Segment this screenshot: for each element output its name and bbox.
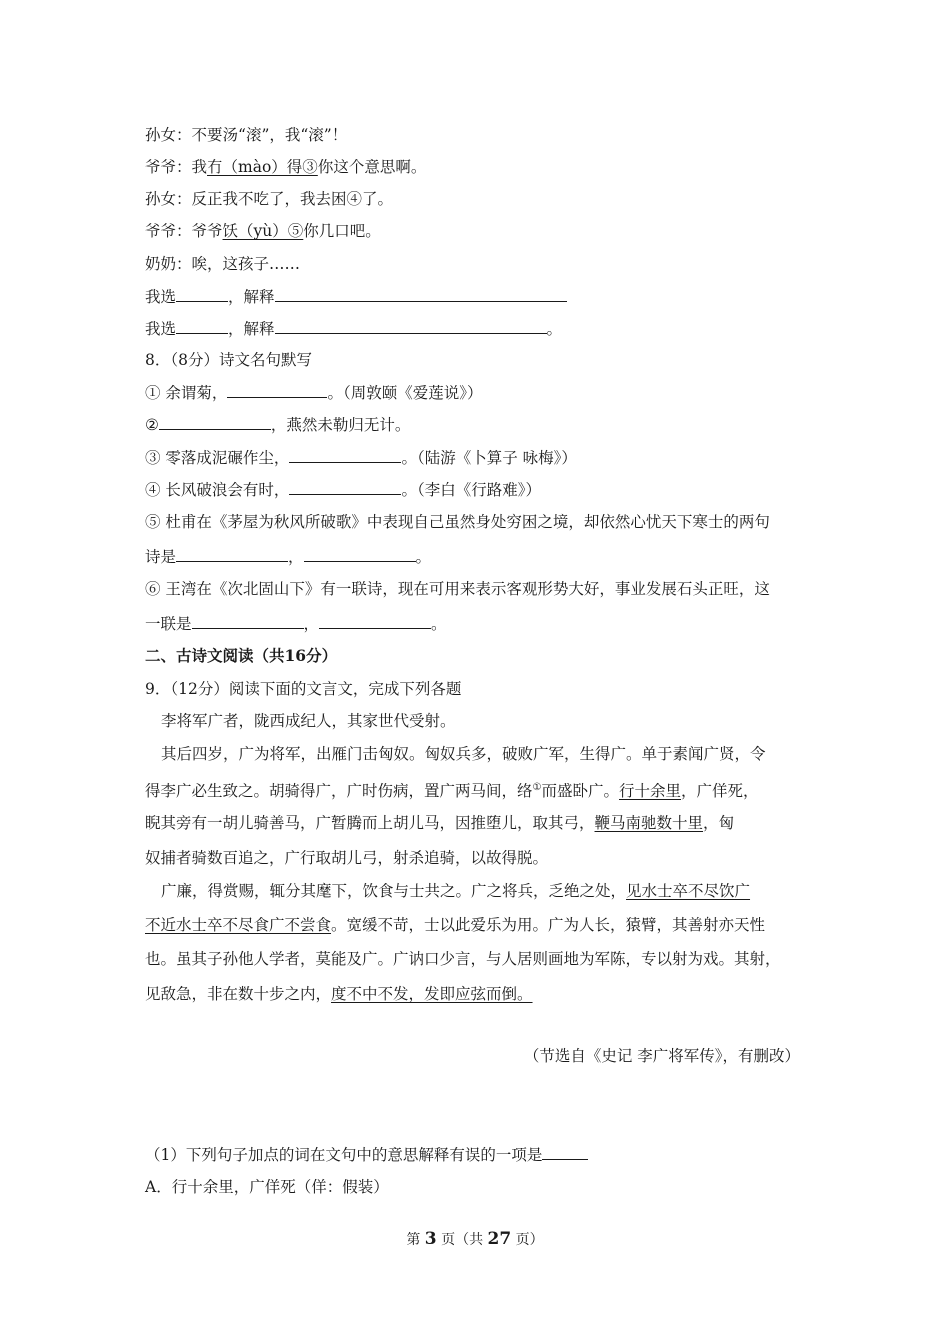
explain-label: ，解释: [228, 320, 275, 338]
passage-text: 广廉，得赏赐，辄分其麾下，饮食与士共之。广之将兵，乏绝之处，: [161, 882, 627, 900]
answer-blank[interactable]: [319, 612, 431, 629]
passage-para-2-line-2: [145, 777, 815, 802]
q8-item-6-line-1: ⑥ 王湾在《次北固山下》有一联诗，现在可用来表示客观形势大好，事业发展石头正旺，这: [145, 580, 770, 598]
passage-text: 得李广必生致之。胡骑得广，广时伤病，置广两马间，络: [145, 782, 533, 801]
punctuation: ，: [288, 548, 304, 566]
answer-blank[interactable]: [542, 1143, 588, 1160]
passage-text: 见敌急，非在数十步之内，: [145, 985, 332, 1003]
passage-source: （节选自《史记 李广将军传》，有删改）: [523, 1047, 800, 1065]
item-text: ③ 零落成泥碾作尘，: [145, 449, 290, 467]
footer-text: 页）: [511, 1232, 544, 1248]
dialog-line-1: [145, 124, 815, 146]
speaker: 孙女：: [145, 126, 192, 144]
passage-para-3-line-3: 也。虽其子孙他人学者，莫能及广。广讷口少言，与人居则画地为军陈，专以射为戏。其射，: [145, 950, 781, 968]
q8-item-6-line-2: [145, 612, 815, 635]
choose-label: 我选: [145, 320, 177, 338]
punctuation: 。: [415, 548, 432, 566]
footer-text: 页（共: [436, 1232, 488, 1248]
item-text: ④ 长风破浪会有时，: [145, 481, 290, 499]
sub-question-1: [145, 1143, 815, 1166]
q8-item-1: [145, 381, 815, 404]
dialog-text: 我: [191, 158, 208, 176]
item-text: 。（周敦颐《爱莲说》）: [327, 384, 483, 402]
item-text: ，燕然未勒归无计。: [270, 416, 411, 434]
passage-para-2-line-1: 其后四岁，广为将军，出雁门击匈奴。匈奴兵多，破败广军，生得广。单于素闻广贤，令: [161, 745, 766, 763]
punctuation: 。: [546, 320, 563, 338]
answer-blank[interactable]: [227, 381, 327, 398]
q8-item-3: [145, 446, 815, 469]
underlined-phrase: 度不中不发，发即应弦而倒。: [331, 985, 533, 1003]
option-a[interactable]: A．行十余里，广佯死（佯：假装）: [145, 1178, 389, 1196]
choose-line-2: [145, 317, 815, 340]
answer-blank[interactable]: [159, 413, 271, 430]
speaker: 奶奶：: [145, 255, 192, 273]
question-text: （1）下列句子加点的词在文句中的意思解释有误的一项是: [145, 1146, 543, 1164]
answer-blank[interactable]: [304, 545, 416, 562]
item-text: 一联是: [145, 615, 192, 633]
dialog-line-4: [145, 220, 815, 242]
punctuation: 。: [431, 615, 447, 633]
answer-blank[interactable]: [275, 317, 547, 334]
passage-para-3-line-4: [145, 983, 815, 1005]
speaker: 爷爷：: [145, 158, 192, 176]
q8-item-5-line-1: ⑤ 杜甫在《茅屋为秋风所破歌》中表现自己虽然身处穷困之境，却依然心忧天下寒士的两句: [145, 513, 770, 531]
explain-label: ，解释: [228, 288, 275, 306]
underlined-phrase: 不近水士卒不尽食广不尝食: [145, 916, 332, 934]
page-total: 27: [487, 1229, 512, 1249]
passage-para-1: 李将军广者，陇西成纪人，其家世代受射。: [161, 712, 456, 730]
dialog-line-3: [145, 188, 815, 210]
item-text: 。（陆游《卜算子 咏梅》）: [401, 449, 577, 467]
footnote-marker: ①: [532, 782, 542, 793]
dialog-text: 不要汤“滚”，我“滚”！: [191, 126, 348, 144]
dialog-line-2: [145, 156, 815, 178]
underlined-phrase: 见水士卒不尽饮广: [626, 882, 751, 900]
passage-text: 而盛卧广。: [541, 782, 619, 801]
speaker: 爷爷：: [145, 222, 192, 240]
underlined-dialect-word: 饫（yù）⑤: [222, 222, 304, 240]
dialog-text: 你几口吧。: [303, 222, 381, 240]
dialog-line-5: [145, 253, 815, 275]
dialog-text: 反正我不吃了，我去困④了。: [191, 190, 394, 208]
passage-text: 。宽缓不苛，士以此爱乐为用。广为人长，猿臂，其善射亦天性: [331, 916, 766, 934]
underlined-dialect-word: 冇（mào）得③: [207, 158, 318, 176]
underlined-phrase: 鞭马南驰数十里: [594, 814, 704, 832]
choose-label: 我选: [145, 288, 177, 306]
passage-para-2-line-3: [145, 812, 815, 834]
item-text: ① 余谓菊，: [145, 384, 228, 402]
answer-blank[interactable]: [289, 446, 401, 463]
passage-para-2-line-4: 奴捕者骑数百追之，广行取胡儿弓，射杀追骑，以故得脱。: [145, 849, 549, 867]
footer-text: 第: [406, 1232, 425, 1248]
dialog-text: 爷爷: [191, 222, 223, 240]
answer-blank[interactable]: [176, 285, 228, 302]
page-footer: [0, 1229, 950, 1249]
answer-blank[interactable]: [176, 545, 288, 562]
item-text: 。（李白《行路难》）: [401, 481, 541, 499]
answer-blank[interactable]: [275, 285, 567, 302]
answer-blank[interactable]: [176, 317, 228, 334]
q8-item-5-line-2: [145, 545, 815, 568]
choose-line-1: [145, 285, 815, 308]
passage-para-3-line-1: [161, 880, 831, 902]
item-text: 诗是: [145, 548, 177, 566]
q8-item-4: [145, 478, 815, 501]
underlined-phrase: 行十余里: [619, 782, 682, 801]
q9-title: 9．（12分）阅读下面的文言文，完成下列各题: [145, 680, 462, 698]
passage-text: ，匈: [703, 814, 735, 832]
page-number: 3: [424, 1229, 437, 1249]
item-text: ②: [145, 416, 159, 434]
answer-blank[interactable]: [289, 478, 401, 495]
speaker: 孙女：: [145, 190, 192, 208]
dialog-text: 你这个意思啊。: [317, 158, 427, 176]
q8-title: 8．（8分）诗文名句默写: [145, 351, 312, 369]
passage-para-3-line-2: [145, 914, 815, 936]
q8-item-2: [145, 413, 815, 436]
passage-text: ，广佯死，: [681, 782, 759, 801]
answer-blank[interactable]: [192, 612, 304, 629]
punctuation: ，: [303, 615, 320, 633]
dialog-text: 唉，这孩子……: [191, 255, 301, 273]
passage-text: 睨其旁有一胡儿骑善马，广暂腾而上胡儿马，因推堕儿，取其弓，: [145, 814, 595, 832]
section-2-heading: 二、古诗文阅读（共16分）: [145, 646, 338, 665]
